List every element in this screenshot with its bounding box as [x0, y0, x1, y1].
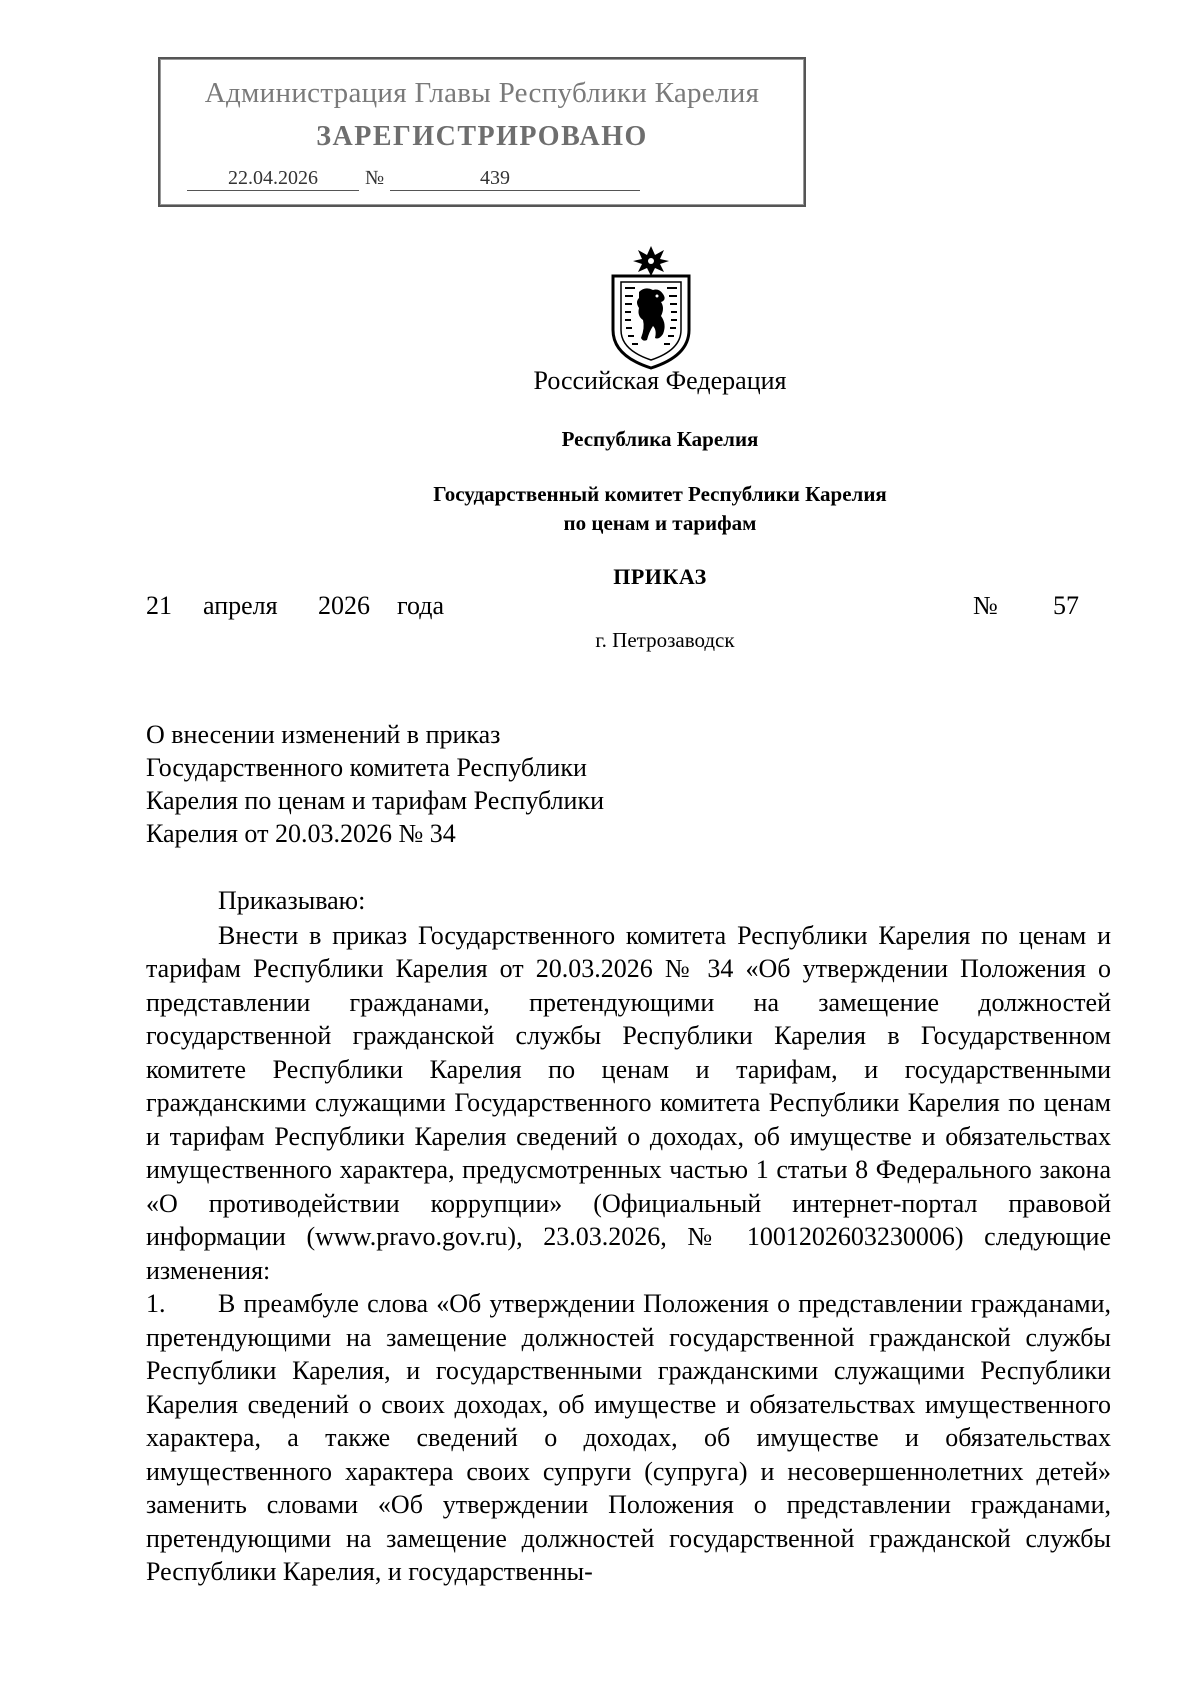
document-body	[146, 884, 1111, 1589]
stamp-organization: Администрация Главы Республики Карелия	[204, 77, 760, 109]
stamp-status: ЗАРЕГИСТРИРОВАНО	[316, 121, 648, 152]
committee-line-2: по ценам и тарифам	[563, 511, 757, 535]
subject-line: Государственного комитета Республики	[146, 753, 587, 782]
list-item	[146, 1287, 1111, 1589]
stamp-number: 439	[390, 167, 640, 191]
subject-line: Карелия от 20.03.2026 № 34	[146, 819, 456, 848]
country-heading: Российская Федерация	[533, 366, 787, 395]
list-item-number: 1.	[146, 1289, 166, 1318]
committee-line-1: Государственный комитет Республики Карелия	[433, 482, 887, 506]
committee-heading	[360, 480, 960, 538]
order-number-label: №	[973, 591, 998, 620]
order-word: Приказываю:	[218, 886, 366, 915]
date-month: апреля	[203, 591, 278, 620]
document-type: ПРИКАЗ	[613, 564, 707, 589]
registration-stamp	[158, 57, 806, 207]
order-number: 57	[1053, 591, 1079, 620]
date-day: 21	[146, 591, 172, 620]
document-subject	[146, 718, 604, 850]
stamp-date: 22.04.2026	[187, 167, 359, 191]
stamp-number-label: №	[365, 167, 385, 189]
subject-line: Карелия по ценам и тарифам Республики	[146, 786, 605, 815]
date-year: 2026	[318, 591, 370, 620]
list-item-text: В преамбуле слова «Об утверждении Положения о представлении гражданами, претендующими на замещение должностей государственной гражданской службы Республики Карелия, и государственными гражданскими служащими Республики Карелия сведений о своих доходах, об имуществе и обязательствах имущественного характера, а также сведений о доходах, об имуществе и обязательствах имущественного характера своих супруги (супруга) и несовершеннолетних детей» заменить словами «Об утверждении Положения о представлении гражданами, претендующими на замещение должностей государственной гражданской службы Республики Карелия, и государственны-	[146, 1289, 1111, 1586]
republic-heading: Республика Карелия	[561, 427, 759, 451]
subject-line: О внесении изменений в приказ	[146, 720, 501, 749]
intro-paragraph: Внести в приказ Государственного комитета Республики Карелия по ценам и тарифам Республики Карелия от 20.03.2026 № 34 «Об утверждении Положения о представлении гражданами, претендующими на замещение должностей государственной гражданской службы Республики Карелия в Государственном комитете Республики Карелия по ценам и тарифам, и государственными гражданскими служащими Государственного комитета Республики Карелия по ценам и тарифам Республики Карелия сведений о доходах, об имуществе и обязательствах имущественного характера, предусмотренных частью 1 статьи 8 Федерального закона «О противодействии коррупции» (Официальный интернет-портал правовой информации (www.pravo.gov.ru), 23.03.2026, № 1001202603230006) следующие изменения:	[146, 920, 1111, 1285]
city: г. Петрозаводск	[595, 628, 735, 652]
karelia-coat-of-arms-icon	[601, 244, 701, 370]
date-year-word: года	[397, 591, 445, 620]
